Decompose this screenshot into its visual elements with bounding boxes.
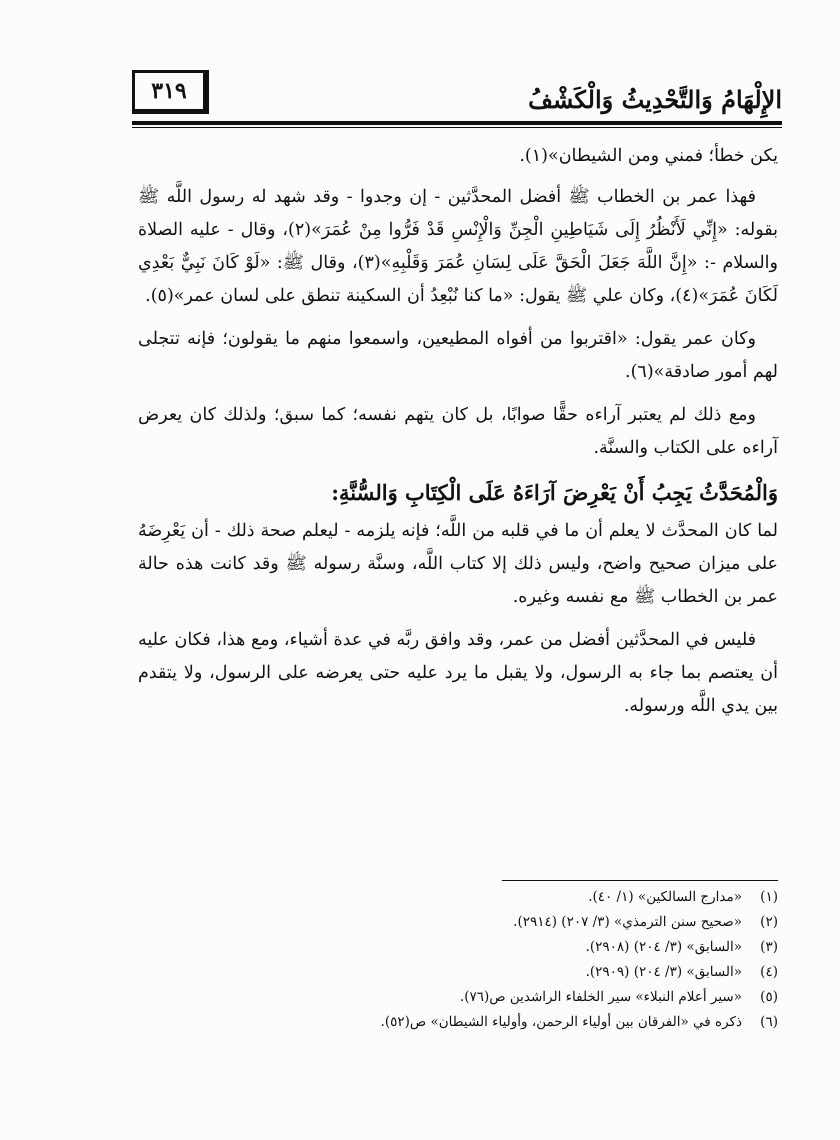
running-title: الإِلْهَامُ وَالتَّحْدِيثُ وَالْكَشْفُ (528, 85, 782, 114)
paragraph-4: ومع ذلك لم يعتبر آراءه حقًّا صوابًا، بل كان يتهم نفسه؛ كما سبق؛ ولذلك كان يعرض آراءه على الكتاب والسنَّة. (138, 405, 778, 458)
main-text (138, 140, 778, 733)
paragraph-3: وكان عمر يقول: «اقتربوا من أفواه المطيعين، واسمعوا منهم ما يقولون؛ فإنه تتجلى لهم أمور صادقة»(٦). (138, 329, 778, 382)
footnote-rule (502, 880, 778, 881)
footnote-1 (300, 885, 778, 910)
footnote-text: «مدارج السالكين» (١/ ٤٠). (588, 889, 742, 905)
paragraph-6: فليس في المحدَّثين أفضل من عمر، وقد وافق ربَّه في عدة أشياء، ومع هذا، فكان عليه أن يعتصم بما جاء به الرسول، ولا يقبل ما يرد عليه حتى يعرضه على الرسول، ولا يتقدم بين يدي اللَّه ورسوله. (138, 630, 778, 716)
footnote-3 (300, 935, 778, 960)
footnote-text: «صحيح سنن الترمذي» (٣/ ٢٠٧) (٢٩١٤). (513, 914, 742, 930)
running-header (132, 70, 782, 118)
footnote-number: (٦) (760, 1014, 778, 1030)
footnote-number: (١) (760, 889, 778, 905)
paragraph-1: يكن خطأ؛ فمني ومن الشيطان»(١). (519, 146, 778, 166)
paragraph-2: فهذا عمر بن الخطاب ﷺ أفضل المحدَّثين - إن وجدوا - وقد شهد له رسول اللَّه ﷺ بقوله: «إِنِّي لَأَنْظُرُ إِلَى شَيَاطِينِ الْجِنِّ وَالْإِنْسِ قَدْ فَرُّوا مِنْ عُمَرَ»(٢)، وقال - عليه الصلاة والسلام -: «إِنَّ اللَّهَ جَعَلَ الْحَقَّ عَلَى لِسَانِ عُمَرَ وَقَلْبِهِ»(٣)، وقال ﷺ: «لَوْ كَانَ نَبِيٌّ بَعْدِي لَكَانَ عُمَرَ»(٤)، وكان علي ﷺ يقول: «ما كنا نُبْعِدُ أن السكينة تنطق على لسان عمر»(٥). (138, 187, 778, 306)
footnote-number: (٢) (760, 914, 778, 930)
header-rule-thick (132, 121, 782, 125)
footnote-4 (300, 960, 778, 985)
footnote-6 (300, 1010, 778, 1035)
footnotes (300, 885, 778, 1035)
footnote-text: «سير أعلام النبلاء» سير الخلفاء الراشدين ص(٧٦). (459, 989, 742, 1005)
footnote-text: «السابق» (٣/ ٢٠٤) (٢٩٠٨). (585, 939, 742, 955)
paragraph-5: لما كان المحدَّث لا يعلم أن ما في قلبه من اللَّه؛ فإنه يلزمه - ليعلم صحة ذلك - أن يَعْرِضَهُ على ميزان صحيح واضح، وليس ذلك إلا كتاب اللَّه، وسنَّة رسوله ﷺ وقد كانت هذه حالة عمر بن الخطاب ﷺ مع نفسه وغيره. (138, 521, 778, 607)
footnote-text: «السابق» (٣/ ٢٠٤) (٢٩٠٩). (585, 964, 742, 980)
footnote-text: ذكره في «الفرقان بين أولياء الرحمن، وأولياء الشيطان» ص(٥٢). (380, 1014, 742, 1030)
section-heading: وَالْمُحَدَّثُ يَجِبُ أَنْ يَعْرِضَ آرَاءَهُ عَلَى الْكِتَابِ وَالسُّنَّةِ: (331, 480, 778, 505)
footnote-number: (٥) (760, 989, 778, 1005)
footnote-2 (300, 910, 778, 935)
footnote-number: (٤) (760, 964, 778, 980)
footnote-number: (٣) (760, 939, 778, 955)
page-number: ٣١٩ (132, 70, 209, 114)
footnote-5 (300, 985, 778, 1010)
header-rule-thin (132, 127, 782, 128)
